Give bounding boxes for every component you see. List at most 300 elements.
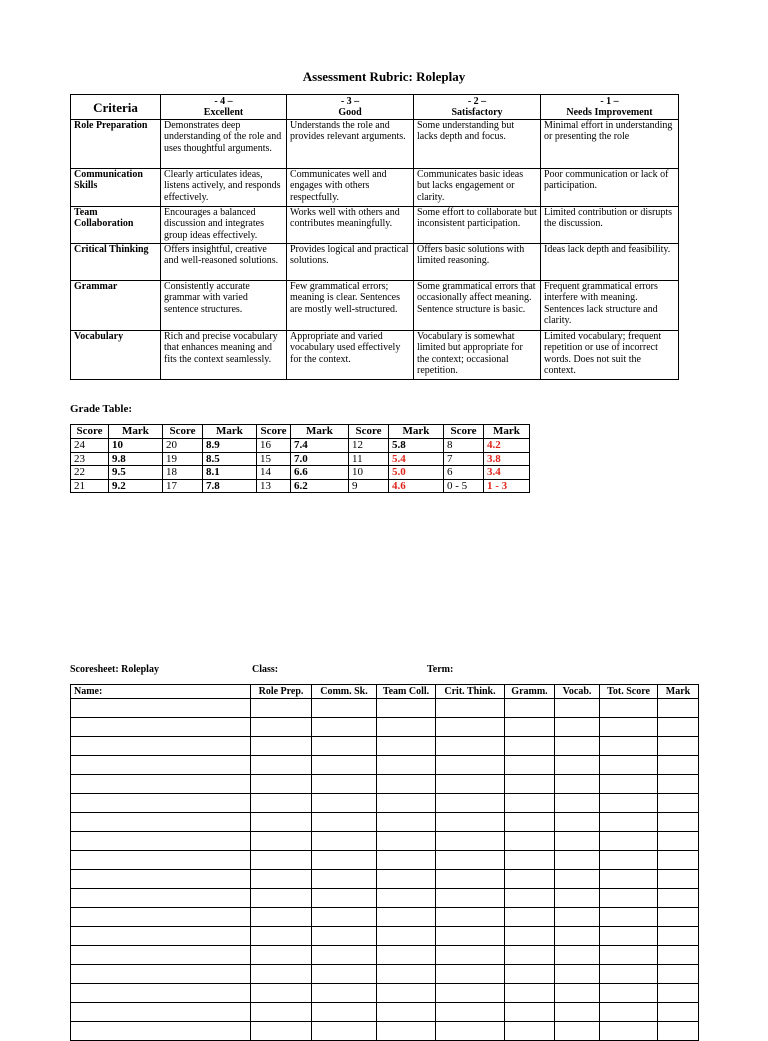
scoresheet-cell[interactable] [251, 908, 312, 927]
scoresheet-cell[interactable] [377, 794, 436, 813]
rubric-cell-level-3: Works well with others and contributes meaningfully. [287, 207, 414, 244]
scoresheet-cell[interactable] [312, 965, 377, 984]
score-cell: 0 - 5 [444, 479, 484, 493]
scoresheet-cell[interactable] [555, 813, 600, 832]
rubric-row [71, 120, 679, 169]
score-cell: 15 [257, 452, 291, 466]
scoresheet-cell[interactable] [377, 946, 436, 965]
grade-header-row [71, 425, 530, 439]
scoresheet-cell[interactable] [505, 718, 555, 737]
rubric-row [71, 244, 679, 281]
scoresheet-cell[interactable] [600, 737, 658, 756]
scoresheet-cell[interactable] [658, 1003, 699, 1022]
scoresheet-cell[interactable] [71, 718, 251, 737]
mark-cell: 8.5 [203, 452, 257, 466]
rubric-row [71, 169, 679, 207]
mark-cell: 8.1 [203, 466, 257, 480]
scoresheet-cell[interactable] [505, 965, 555, 984]
mark-cell: 5.0 [389, 466, 444, 480]
scoresheet-cell[interactable] [555, 870, 600, 889]
scoresheet-cell[interactable] [505, 889, 555, 908]
score-cell: 21 [71, 479, 109, 493]
rubric-cell-level-1: Poor communication or lack of participation. [541, 169, 679, 207]
scoresheet-cell[interactable] [377, 1003, 436, 1022]
grade-row [71, 466, 530, 480]
scoresheet-cell[interactable] [436, 889, 505, 908]
score-header: Score [71, 425, 109, 439]
score-cell: 18 [163, 466, 203, 480]
mark-cell: 7.4 [291, 439, 349, 453]
scoresheet-cell[interactable] [555, 946, 600, 965]
scoresheet-cell[interactable] [377, 851, 436, 870]
scoresheet-cell[interactable] [505, 737, 555, 756]
rubric-cell-level-2: Communicates basic ideas but lacks engagement or clarity. [414, 169, 541, 207]
scoresheet-cell[interactable] [555, 908, 600, 927]
score-cell: 19 [163, 452, 203, 466]
criterion-name: Team Collaboration [71, 207, 161, 244]
scoresheet-col-header: Mark [658, 685, 699, 699]
scoresheet-cell[interactable] [505, 927, 555, 946]
scoresheet-col-header: Comm. Sk. [312, 685, 377, 699]
scoresheet-cell[interactable] [600, 851, 658, 870]
scoresheet-cell[interactable] [312, 984, 377, 1003]
score-cell: 20 [163, 439, 203, 453]
scoresheet-cell[interactable] [505, 870, 555, 889]
scoresheet-cell[interactable] [71, 965, 251, 984]
scoresheet-col-header: Tot. Score [600, 685, 658, 699]
scoresheet-row [71, 889, 699, 908]
scoresheet-cell[interactable] [555, 889, 600, 908]
score-cell: 9 [349, 479, 389, 493]
rubric-cell-level-4: Rich and precise vocabulary that enhances meaning and fits the context seamlessly. [161, 331, 287, 380]
scoresheet-row [71, 984, 699, 1003]
level-header-1 [541, 95, 679, 120]
mark-cell: 5.4 [389, 452, 444, 466]
scoresheet-cell[interactable] [436, 718, 505, 737]
scoresheet-cell[interactable] [251, 889, 312, 908]
scoresheet-cell[interactable] [251, 946, 312, 965]
scoresheet-cell[interactable] [600, 813, 658, 832]
scoresheet-cell[interactable] [312, 775, 377, 794]
score-cell: 13 [257, 479, 291, 493]
rubric-cell-level-1: Minimal effort in understanding or presenting the role [541, 120, 679, 169]
scoresheet-cell[interactable] [312, 813, 377, 832]
mark-header: Mark [484, 425, 530, 439]
grade-row [71, 452, 530, 466]
scoresheet-row [71, 870, 699, 889]
scoresheet-cell[interactable] [436, 699, 505, 718]
scoresheet-cell[interactable] [312, 851, 377, 870]
scoresheet-cell[interactable] [436, 794, 505, 813]
rubric-cell-level-2: Some grammatical errors that occasionally affect meaning. Sentence structure is basic. [414, 281, 541, 331]
mark-cell: 6.2 [291, 479, 349, 493]
rubric-cell-level-1: Frequent grammatical errors interfere with meaning. Sentences lack structure and clarity. [541, 281, 679, 331]
mark-header: Mark [109, 425, 163, 439]
scoresheet-row [71, 775, 699, 794]
scoresheet-cell[interactable] [505, 775, 555, 794]
rubric-row [71, 331, 679, 380]
scoresheet-row [71, 965, 699, 984]
scoresheet-cell[interactable] [555, 965, 600, 984]
scoresheet-cell[interactable] [312, 737, 377, 756]
mark-cell: 5.8 [389, 439, 444, 453]
scoresheet-cell[interactable] [377, 718, 436, 737]
rubric-cell-level-2: Vocabulary is somewhat limited but appropriate for the context; occasional repetition. [414, 331, 541, 380]
scoresheet-cell[interactable] [71, 794, 251, 813]
criterion-name: Vocabulary [71, 331, 161, 380]
level-number: - 1 – [600, 96, 619, 107]
scoresheet-cell[interactable] [600, 965, 658, 984]
criterion-name: Communication Skills [71, 169, 161, 207]
scoresheet-cell[interactable] [658, 794, 699, 813]
scoresheet-cell[interactable] [436, 1022, 505, 1041]
level-number: - 2 – [467, 96, 487, 107]
scoresheet-cell[interactable] [436, 965, 505, 984]
mark-cell: 10 [109, 439, 163, 453]
scoresheet-cell[interactable] [436, 851, 505, 870]
score-header: Score [444, 425, 484, 439]
scoresheet-cell[interactable] [436, 984, 505, 1003]
scoresheet-cell[interactable] [251, 870, 312, 889]
scoresheet-cell[interactable] [436, 1003, 505, 1022]
scoresheet-col-header: Name: [71, 685, 251, 699]
score-header: Score [163, 425, 203, 439]
scoresheet-cell[interactable] [377, 889, 436, 908]
criterion-name: Role Preparation [71, 120, 161, 169]
scoresheet-cell[interactable] [377, 908, 436, 927]
rubric-cell-level-4: Encourages a balanced discussion and integrates group ideas effectively. [161, 207, 287, 244]
scoresheet-cell[interactable] [600, 794, 658, 813]
scoresheet-cell[interactable] [505, 813, 555, 832]
rubric-cell-level-4: Offers insightful, creative and well-reasoned solutions. [161, 244, 287, 281]
scoresheet-cell[interactable] [436, 832, 505, 851]
scoresheet-row [71, 794, 699, 813]
scoresheet-cell[interactable] [600, 1022, 658, 1041]
criteria-header: Criteria [71, 95, 161, 120]
mark-cell: 9.8 [109, 452, 163, 466]
scoresheet-col-header: Team Coll. [377, 685, 436, 699]
score-cell: 22 [71, 466, 109, 480]
grade-table [70, 424, 530, 493]
scoresheet-cell[interactable] [505, 1022, 555, 1041]
grade-row [71, 439, 530, 453]
scoresheet-row [71, 927, 699, 946]
level-name: Needs Improvement [566, 107, 653, 118]
scoresheet-cell[interactable] [658, 699, 699, 718]
scoresheet-cell[interactable] [312, 832, 377, 851]
mark-cell: 3.8 [484, 452, 530, 466]
scoresheet-cell[interactable] [251, 851, 312, 870]
scoresheet-cell[interactable] [71, 946, 251, 965]
scoresheet-cell[interactable] [71, 813, 251, 832]
scoresheet-col-header: Vocab. [555, 685, 600, 699]
scoresheet-cell[interactable] [71, 984, 251, 1003]
scoresheet-cell[interactable] [658, 775, 699, 794]
scoresheet-cell[interactable] [600, 832, 658, 851]
scoresheet-col-header: Role Prep. [251, 685, 312, 699]
scoresheet-cell[interactable] [658, 946, 699, 965]
level-name: Good [338, 107, 362, 118]
scoresheet-cell[interactable] [377, 813, 436, 832]
mark-cell: 7.8 [203, 479, 257, 493]
score-cell: 23 [71, 452, 109, 466]
scoresheet-cell[interactable] [71, 1022, 251, 1041]
scoresheet-cell[interactable] [436, 737, 505, 756]
scoresheet-cell[interactable] [505, 832, 555, 851]
criterion-name: Grammar [71, 281, 161, 331]
scoresheet-cell[interactable] [600, 946, 658, 965]
rubric-cell-level-3: Communicates well and engages with others respectfully. [287, 169, 414, 207]
score-cell: 14 [257, 466, 291, 480]
scoresheet-cell[interactable] [600, 775, 658, 794]
scoresheet-cell[interactable] [71, 756, 251, 775]
criterion-name: Critical Thinking [71, 244, 161, 281]
scoresheet-cell[interactable] [377, 756, 436, 775]
scoresheet-row [71, 908, 699, 927]
scoresheet-cell[interactable] [377, 737, 436, 756]
scoresheet-cell[interactable] [600, 756, 658, 775]
score-cell: 6 [444, 466, 484, 480]
rubric-row [71, 281, 679, 331]
scoresheet-cell[interactable] [658, 813, 699, 832]
scoresheet-cell[interactable] [658, 737, 699, 756]
scoresheet-cell[interactable] [251, 737, 312, 756]
scoresheet-cell[interactable] [71, 832, 251, 851]
scoresheet-cell[interactable] [600, 927, 658, 946]
scoresheet-cell[interactable] [600, 908, 658, 927]
mark-cell: 9.2 [109, 479, 163, 493]
scoresheet-cell[interactable] [505, 1003, 555, 1022]
level-number: - 3 – [340, 96, 360, 107]
scoresheet-cell[interactable] [555, 775, 600, 794]
scoresheet-cell[interactable] [377, 870, 436, 889]
scoresheet-cell[interactable] [505, 984, 555, 1003]
score-cell: 24 [71, 439, 109, 453]
scoresheet-cell[interactable] [505, 756, 555, 775]
scoresheet-cell[interactable] [251, 699, 312, 718]
scoresheet-cell[interactable] [505, 908, 555, 927]
scoresheet-cell[interactable] [505, 946, 555, 965]
scoresheet-cell[interactable] [251, 718, 312, 737]
mark-cell: 4.2 [484, 439, 530, 453]
scoresheet-cell[interactable] [71, 737, 251, 756]
scoresheet-cell[interactable] [555, 851, 600, 870]
scoresheet-cell[interactable] [436, 813, 505, 832]
scoresheet-row [71, 946, 699, 965]
scoresheet-cell[interactable] [555, 699, 600, 718]
rubric-cell-level-4: Demonstrates deep understanding of the role and uses thoughtful arguments. [161, 120, 287, 169]
mark-cell: 3.4 [484, 466, 530, 480]
scoresheet-cell[interactable] [312, 889, 377, 908]
score-cell: 8 [444, 439, 484, 453]
scoresheet-cell[interactable] [505, 699, 555, 718]
scoresheet-cell[interactable] [377, 699, 436, 718]
scoresheet-header-row [71, 685, 699, 699]
scoresheet-row [71, 1022, 699, 1041]
scoresheet-cell[interactable] [555, 718, 600, 737]
scoresheet-cell[interactable] [658, 832, 699, 851]
scoresheet-cell[interactable] [312, 946, 377, 965]
mark-header: Mark [203, 425, 257, 439]
page-title: Assessment Rubric: Roleplay [302, 69, 466, 84]
scoresheet-cell[interactable] [251, 775, 312, 794]
scoresheet-row [71, 718, 699, 737]
scoresheet-cell[interactable] [436, 756, 505, 775]
scoresheet-cell[interactable] [251, 927, 312, 946]
rubric-cell-level-2: Offers basic solutions with limited reasoning. [414, 244, 541, 281]
scoresheet-cell[interactable] [377, 927, 436, 946]
scoresheet-cell[interactable] [251, 1022, 312, 1041]
scoresheet-cell[interactable] [377, 984, 436, 1003]
scoresheet-cell[interactable] [251, 756, 312, 775]
scoresheet-cell[interactable] [658, 965, 699, 984]
scoresheet-cell[interactable] [312, 1022, 377, 1041]
scoresheet-cell[interactable] [251, 965, 312, 984]
scoresheet-cell[interactable] [71, 699, 251, 718]
scoresheet-cell[interactable] [71, 927, 251, 946]
rubric-cell-level-1: Limited vocabulary; frequent repetition or use of incorrect words. Does not suit the context. [541, 331, 679, 380]
rubric-cell-level-3: Provides logical and practical solutions. [287, 244, 414, 281]
scoresheet-cell[interactable] [600, 984, 658, 1003]
scoresheet-cell[interactable] [312, 699, 377, 718]
mark-cell: 7.0 [291, 452, 349, 466]
score-cell: 16 [257, 439, 291, 453]
rubric-cell-level-3: Few grammatical errors; meaning is clear. Sentences are mostly well-structured. [287, 281, 414, 331]
scoresheet-row [71, 756, 699, 775]
score-header: Score [257, 425, 291, 439]
scoresheet-table [70, 684, 699, 1041]
class-label: Class: [252, 664, 279, 675]
scoresheet-cell[interactable] [436, 775, 505, 794]
scoresheet-cell[interactable] [658, 889, 699, 908]
rubric-header-row [71, 95, 679, 120]
mark-header: Mark [291, 425, 349, 439]
scoresheet-cell[interactable] [555, 794, 600, 813]
scoresheet-cell[interactable] [505, 851, 555, 870]
rubric-cell-level-1: Limited contribution or disrupts the discussion. [541, 207, 679, 244]
rubric-cell-level-3: Appropriate and varied vocabulary used effectively for the context. [287, 331, 414, 380]
scoresheet-cell[interactable] [436, 927, 505, 946]
scoresheet-cell[interactable] [71, 889, 251, 908]
rubric-cell-level-3: Understands the role and provides relevant arguments. [287, 120, 414, 169]
scoresheet-cell[interactable] [312, 794, 377, 813]
level-name: Excellent [203, 107, 244, 118]
scoresheet-row [71, 813, 699, 832]
mark-cell: 6.6 [291, 466, 349, 480]
scoresheet-cell[interactable] [436, 908, 505, 927]
level-header-4 [161, 95, 287, 120]
score-cell: 17 [163, 479, 203, 493]
scoresheet-cell[interactable] [71, 870, 251, 889]
scoresheet-col-header: Gramm. [505, 685, 555, 699]
scoresheet-cell[interactable] [555, 1022, 600, 1041]
scoresheet-cell[interactable] [555, 756, 600, 775]
mark-header: Mark [389, 425, 444, 439]
scoresheet-cell[interactable] [377, 775, 436, 794]
scoresheet-cell[interactable] [251, 794, 312, 813]
scoresheet-cell[interactable] [251, 1003, 312, 1022]
mark-cell: 8.9 [203, 439, 257, 453]
score-cell: 7 [444, 452, 484, 466]
grade-row [71, 479, 530, 493]
rubric-cell-level-4: Clearly articulates ideas, listens actively, and responds effectively. [161, 169, 287, 207]
scoresheet-cell[interactable] [377, 1022, 436, 1041]
mark-cell: 4.6 [389, 479, 444, 493]
scoresheet-cell[interactable] [600, 1003, 658, 1022]
scoresheet-cell[interactable] [555, 1003, 600, 1022]
scoresheet-cell[interactable] [312, 1003, 377, 1022]
scoresheet-cell[interactable] [505, 794, 555, 813]
scoresheet-cell[interactable] [71, 775, 251, 794]
scoresheet-cell[interactable] [658, 718, 699, 737]
scoresheet-cell[interactable] [658, 756, 699, 775]
scoresheet-cell[interactable] [312, 870, 377, 889]
rubric-cell-level-4: Consistently accurate grammar with varied sentence structures. [161, 281, 287, 331]
scoresheet-cell[interactable] [658, 927, 699, 946]
scoresheet-row [71, 851, 699, 870]
scoresheet-cell[interactable] [658, 908, 699, 927]
scoresheet-cell[interactable] [312, 908, 377, 927]
scoresheet-cell[interactable] [71, 851, 251, 870]
scoresheet-cell[interactable] [377, 965, 436, 984]
scoresheet-cell[interactable] [555, 927, 600, 946]
scoresheet-cell[interactable] [555, 737, 600, 756]
scoresheet-cell[interactable] [658, 984, 699, 1003]
scoresheet-cell[interactable] [251, 984, 312, 1003]
mark-cell: 9.5 [109, 466, 163, 480]
grade-table-label: Grade Table: [70, 403, 133, 415]
score-cell: 12 [349, 439, 389, 453]
scoresheet-row [71, 832, 699, 851]
score-cell: 10 [349, 466, 389, 480]
scoresheet-cell[interactable] [312, 756, 377, 775]
scoresheet-cell[interactable] [658, 870, 699, 889]
scoresheet-cell[interactable] [600, 718, 658, 737]
level-header-2 [414, 95, 541, 120]
rubric-row [71, 207, 679, 244]
scoresheet-cell[interactable] [251, 813, 312, 832]
mark-cell: 1 - 3 [484, 479, 530, 493]
scoresheet-row [71, 699, 699, 718]
scoresheet-cell[interactable] [377, 832, 436, 851]
rubric-cell-level-1: Ideas lack depth and feasibility. [541, 244, 679, 281]
rubric-cell-level-2: Some effort to collaborate but inconsistent participation. [414, 207, 541, 244]
scoresheet-cell[interactable] [436, 946, 505, 965]
scoresheet-cell[interactable] [600, 889, 658, 908]
scoresheet-cell[interactable] [555, 984, 600, 1003]
rubric-table [70, 94, 679, 380]
scoresheet-cell[interactable] [312, 718, 377, 737]
scoresheet-cell[interactable] [555, 832, 600, 851]
scoresheet-row [71, 737, 699, 756]
level-name: Satisfactory [451, 107, 503, 118]
term-label: Term: [427, 664, 454, 675]
scoresheet-cell[interactable] [71, 908, 251, 927]
scoresheet-title: Scoresheet: Roleplay [70, 664, 159, 675]
scoresheet-cell[interactable] [436, 870, 505, 889]
rubric-cell-level-2: Some understanding but lacks depth and focus. [414, 120, 541, 169]
score-cell: 11 [349, 452, 389, 466]
scoresheet-cell[interactable] [600, 699, 658, 718]
scoresheet-cell[interactable] [312, 927, 377, 946]
scoresheet-cell[interactable] [658, 851, 699, 870]
scoresheet-cell[interactable] [600, 870, 658, 889]
level-header-3 [287, 95, 414, 120]
scoresheet-cell[interactable] [658, 1022, 699, 1041]
scoresheet-cell[interactable] [251, 832, 312, 851]
scoresheet-cell[interactable] [71, 1003, 251, 1022]
score-header: Score [349, 425, 389, 439]
